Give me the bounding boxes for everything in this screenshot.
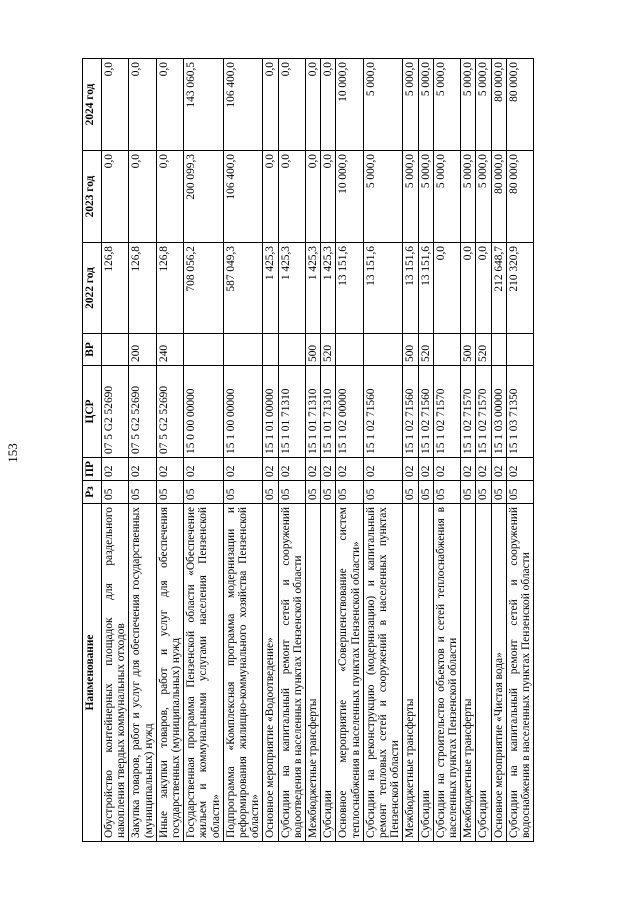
cell-csr: 15 1 02 71560 [403,366,418,458]
cell-name: Субсидии на реконструкцию (модернизацию) и капитальный ремонт тепловых сетей и сооружений в населенных пунктах Пензенской области [363,504,403,842]
cell-vr [278,334,305,366]
cell-2023: 0,0 [306,151,321,243]
cell-2024: 0,0 [102,59,129,151]
cell-pr: 02 [321,458,336,481]
cell-vr: 200 [129,334,156,366]
cell-2023: 0,0 [156,151,183,243]
cell-rz: 05 [156,481,183,504]
cell-2022: 1 425,3 [263,243,278,334]
cell-2023: 0,0 [263,151,278,243]
cell-2022: 126,8 [156,243,183,334]
cell-rz: 05 [263,481,278,504]
header-2022: 2022 год [83,243,102,334]
cell-csr: 15 0 00 00000 [184,366,224,458]
cell-2024: 0,0 [306,59,321,151]
cell-csr: 07 5 G2 52690 [102,366,129,458]
cell-vr [433,334,460,366]
cell-2022: 0,0 [433,243,460,334]
table-row [363,59,403,842]
cell-pr: 02 [263,458,278,481]
cell-rz: 05 [433,481,460,504]
cell-2024: 5 000,0 [476,59,491,151]
budget-table [82,58,534,842]
cell-name: Основное мероприятие «Водоотведение» [263,504,278,842]
cell-pr: 02 [418,458,433,481]
cell-pr: 02 [156,458,183,481]
cell-rz: 05 [363,481,403,504]
cell-pr: 02 [433,458,460,481]
cell-vr [184,334,224,366]
cell-name: Государственная программа Пензенской области «Обеспечение жильем и коммунальными услугами населения Пензенской области» [184,504,224,842]
cell-name: Межбюджетные трансферты [306,504,321,842]
table-row [403,59,418,842]
cell-rz: 05 [184,481,224,504]
cell-name: Основное мероприятие «Совершенствование систем теплоснабжения в населенных пунктах Пензенской области» [336,504,363,842]
cell-rz: 05 [491,481,506,504]
cell-2022: 1 425,3 [278,243,305,334]
cell-2022: 13 151,6 [363,243,403,334]
table-row [306,59,321,842]
cell-pr: 02 [278,458,305,481]
cell-csr: 07 5 G2 52690 [156,366,183,458]
cell-pr: 02 [306,458,321,481]
cell-2024: 0,0 [321,59,336,151]
cell-2023: 5 000,0 [363,151,403,243]
cell-csr: 15 1 02 71560 [363,366,403,458]
cell-rz: 05 [506,481,533,504]
cell-vr [223,334,263,366]
cell-pr: 02 [506,458,533,481]
cell-csr: 15 1 01 71310 [306,366,321,458]
cell-2023: 0,0 [321,151,336,243]
cell-pr: 02 [363,458,403,481]
cell-2024: 0,0 [129,59,156,151]
table-row [461,59,476,842]
cell-2023: 10 000,0 [336,151,363,243]
cell-rz: 05 [476,481,491,504]
cell-pr: 02 [491,458,506,481]
cell-2024: 5 000,0 [403,59,418,151]
cell-2024: 80 000,0 [506,59,533,151]
table-row [184,59,224,842]
cell-2024: 5 000,0 [363,59,403,151]
cell-2022: 210 320,9 [506,243,533,334]
cell-2023: 5 000,0 [476,151,491,243]
cell-2023: 80 000,0 [491,151,506,243]
cell-pr: 02 [461,458,476,481]
cell-vr: 240 [156,334,183,366]
header-vr: ВР [83,334,102,366]
cell-rz: 05 [129,481,156,504]
cell-pr: 02 [129,458,156,481]
cell-vr [336,334,363,366]
cell-vr: 500 [461,334,476,366]
cell-vr [102,334,129,366]
cell-name: Подпрограмма «Комплексная программа модернизации и реформирования жилищно-коммунального хозяйства Пензенской области» [223,504,263,842]
cell-name: Обустройство контейнерных площадок для раздельного накопления твердых коммунальных отходов [102,504,129,842]
cell-name: Субсидии [476,504,491,842]
table-row [506,59,533,842]
cell-2022: 13 151,6 [403,243,418,334]
cell-csr: 15 1 03 71350 [506,366,533,458]
cell-vr [491,334,506,366]
cell-name: Закупка товаров, работ и услуг для обеспечения государственных (муниципальных) нужд [129,504,156,842]
header-csr: ЦСР [83,366,102,458]
cell-2024: 143 060,5 [184,59,224,151]
table-row [278,59,305,842]
cell-rz: 05 [418,481,433,504]
cell-vr [363,334,403,366]
table-row [433,59,460,842]
cell-2023: 5 000,0 [461,151,476,243]
cell-csr: 15 1 02 71570 [461,366,476,458]
cell-2022: 13 151,6 [418,243,433,334]
cell-2024: 0,0 [156,59,183,151]
cell-name: Межбюджетные трансферты [403,504,418,842]
table-row [476,59,491,842]
cell-2022: 708 056,2 [184,243,224,334]
cell-csr: 15 1 02 71570 [433,366,460,458]
cell-2022: 0,0 [476,243,491,334]
cell-csr: 15 1 01 71310 [321,366,336,458]
cell-2024: 0,0 [278,59,305,151]
cell-rz: 05 [223,481,263,504]
cell-rz: 05 [461,481,476,504]
cell-name: Субсидии [321,504,336,842]
cell-2024: 5 000,0 [433,59,460,151]
cell-2023: 5 000,0 [418,151,433,243]
cell-2023: 200 099,3 [184,151,224,243]
cell-name: Субсидии [418,504,433,842]
cell-vr: 500 [306,334,321,366]
table-row [156,59,183,842]
header-2023: 2023 год [83,151,102,243]
table-row [336,59,363,842]
header-2024: 2024 год [83,59,102,151]
page-number: 153 [5,442,20,463]
cell-pr: 02 [102,458,129,481]
cell-2024: 0,0 [263,59,278,151]
cell-2022: 1 425,3 [306,243,321,334]
cell-2024: 10 000,0 [336,59,363,151]
cell-vr [506,334,533,366]
cell-2024: 80 000,0 [491,59,506,151]
cell-2023: 5 000,0 [403,151,418,243]
cell-vr: 520 [476,334,491,366]
table-row [418,59,433,842]
cell-name: Субсидии на капитальный ремонт сетей и сооружений водоотведения в населенных пунктах Пензенской области [278,504,305,842]
cell-2023: 0,0 [129,151,156,243]
cell-csr: 15 1 02 71570 [476,366,491,458]
cell-rz: 05 [321,481,336,504]
cell-2024: 106 400,0 [223,59,263,151]
cell-name: Межбюджетные трансферты [461,504,476,842]
cell-2022: 1 425,3 [321,243,336,334]
cell-rz: 05 [102,481,129,504]
cell-rz: 05 [403,481,418,504]
cell-csr: 15 1 02 71560 [418,366,433,458]
cell-2023: 0,0 [278,151,305,243]
cell-csr: 07 5 G2 52690 [129,366,156,458]
cell-name: Субсидии на строительство объектов и сетей теплоснабжения в населенных пунктах Пензенской области [433,504,460,842]
table-body [102,59,534,842]
table-header-row [83,59,102,842]
cell-vr: 520 [418,334,433,366]
cell-csr: 15 1 03 00000 [491,366,506,458]
header-rz: Рз [83,481,102,504]
cell-2022: 126,8 [129,243,156,334]
table-row [129,59,156,842]
table-row [491,59,506,842]
cell-2023: 0,0 [102,151,129,243]
cell-name: Иные закупки товаров, работ и услуг для обеспечения государственных (муниципальных) нужд [156,504,183,842]
cell-rz: 05 [306,481,321,504]
table-row [321,59,336,842]
cell-rz: 05 [278,481,305,504]
cell-name: Основное мероприятие «Чистая вода» [491,504,506,842]
cell-2023: 80 000,0 [506,151,533,243]
cell-2022: 587 049,3 [223,243,263,334]
cell-csr: 15 1 00 00000 [223,366,263,458]
cell-csr: 15 1 01 71310 [278,366,305,458]
cell-pr: 02 [223,458,263,481]
cell-2022: 126,8 [102,243,129,334]
cell-2022: 212 648,7 [491,243,506,334]
table-row [223,59,263,842]
cell-rz: 05 [336,481,363,504]
table-row [102,59,129,842]
rotated-table-area [82,59,565,842]
header-pr: ПР [83,458,102,481]
cell-2022: 0,0 [461,243,476,334]
cell-pr: 02 [336,458,363,481]
table-wrapper [82,59,565,842]
cell-csr: 15 1 01 00000 [263,366,278,458]
cell-vr [263,334,278,366]
cell-vr: 500 [403,334,418,366]
page-number-area [0,0,26,905]
cell-2023: 106 400,0 [223,151,263,243]
cell-2022: 13 151,6 [336,243,363,334]
cell-csr: 15 1 02 00000 [336,366,363,458]
cell-2024: 5 000,0 [461,59,476,151]
header-name: Наименование [83,504,102,842]
cell-pr: 02 [476,458,491,481]
cell-2023: 5 000,0 [433,151,460,243]
cell-vr: 520 [321,334,336,366]
cell-pr: 02 [403,458,418,481]
cell-2024: 5 000,0 [418,59,433,151]
table-row [263,59,278,842]
cell-pr: 02 [184,458,224,481]
cell-name: Субсидии на капитальный ремонт сетей и сооружений водоснабжения в населенных пунктах Пензенской области [506,504,533,842]
